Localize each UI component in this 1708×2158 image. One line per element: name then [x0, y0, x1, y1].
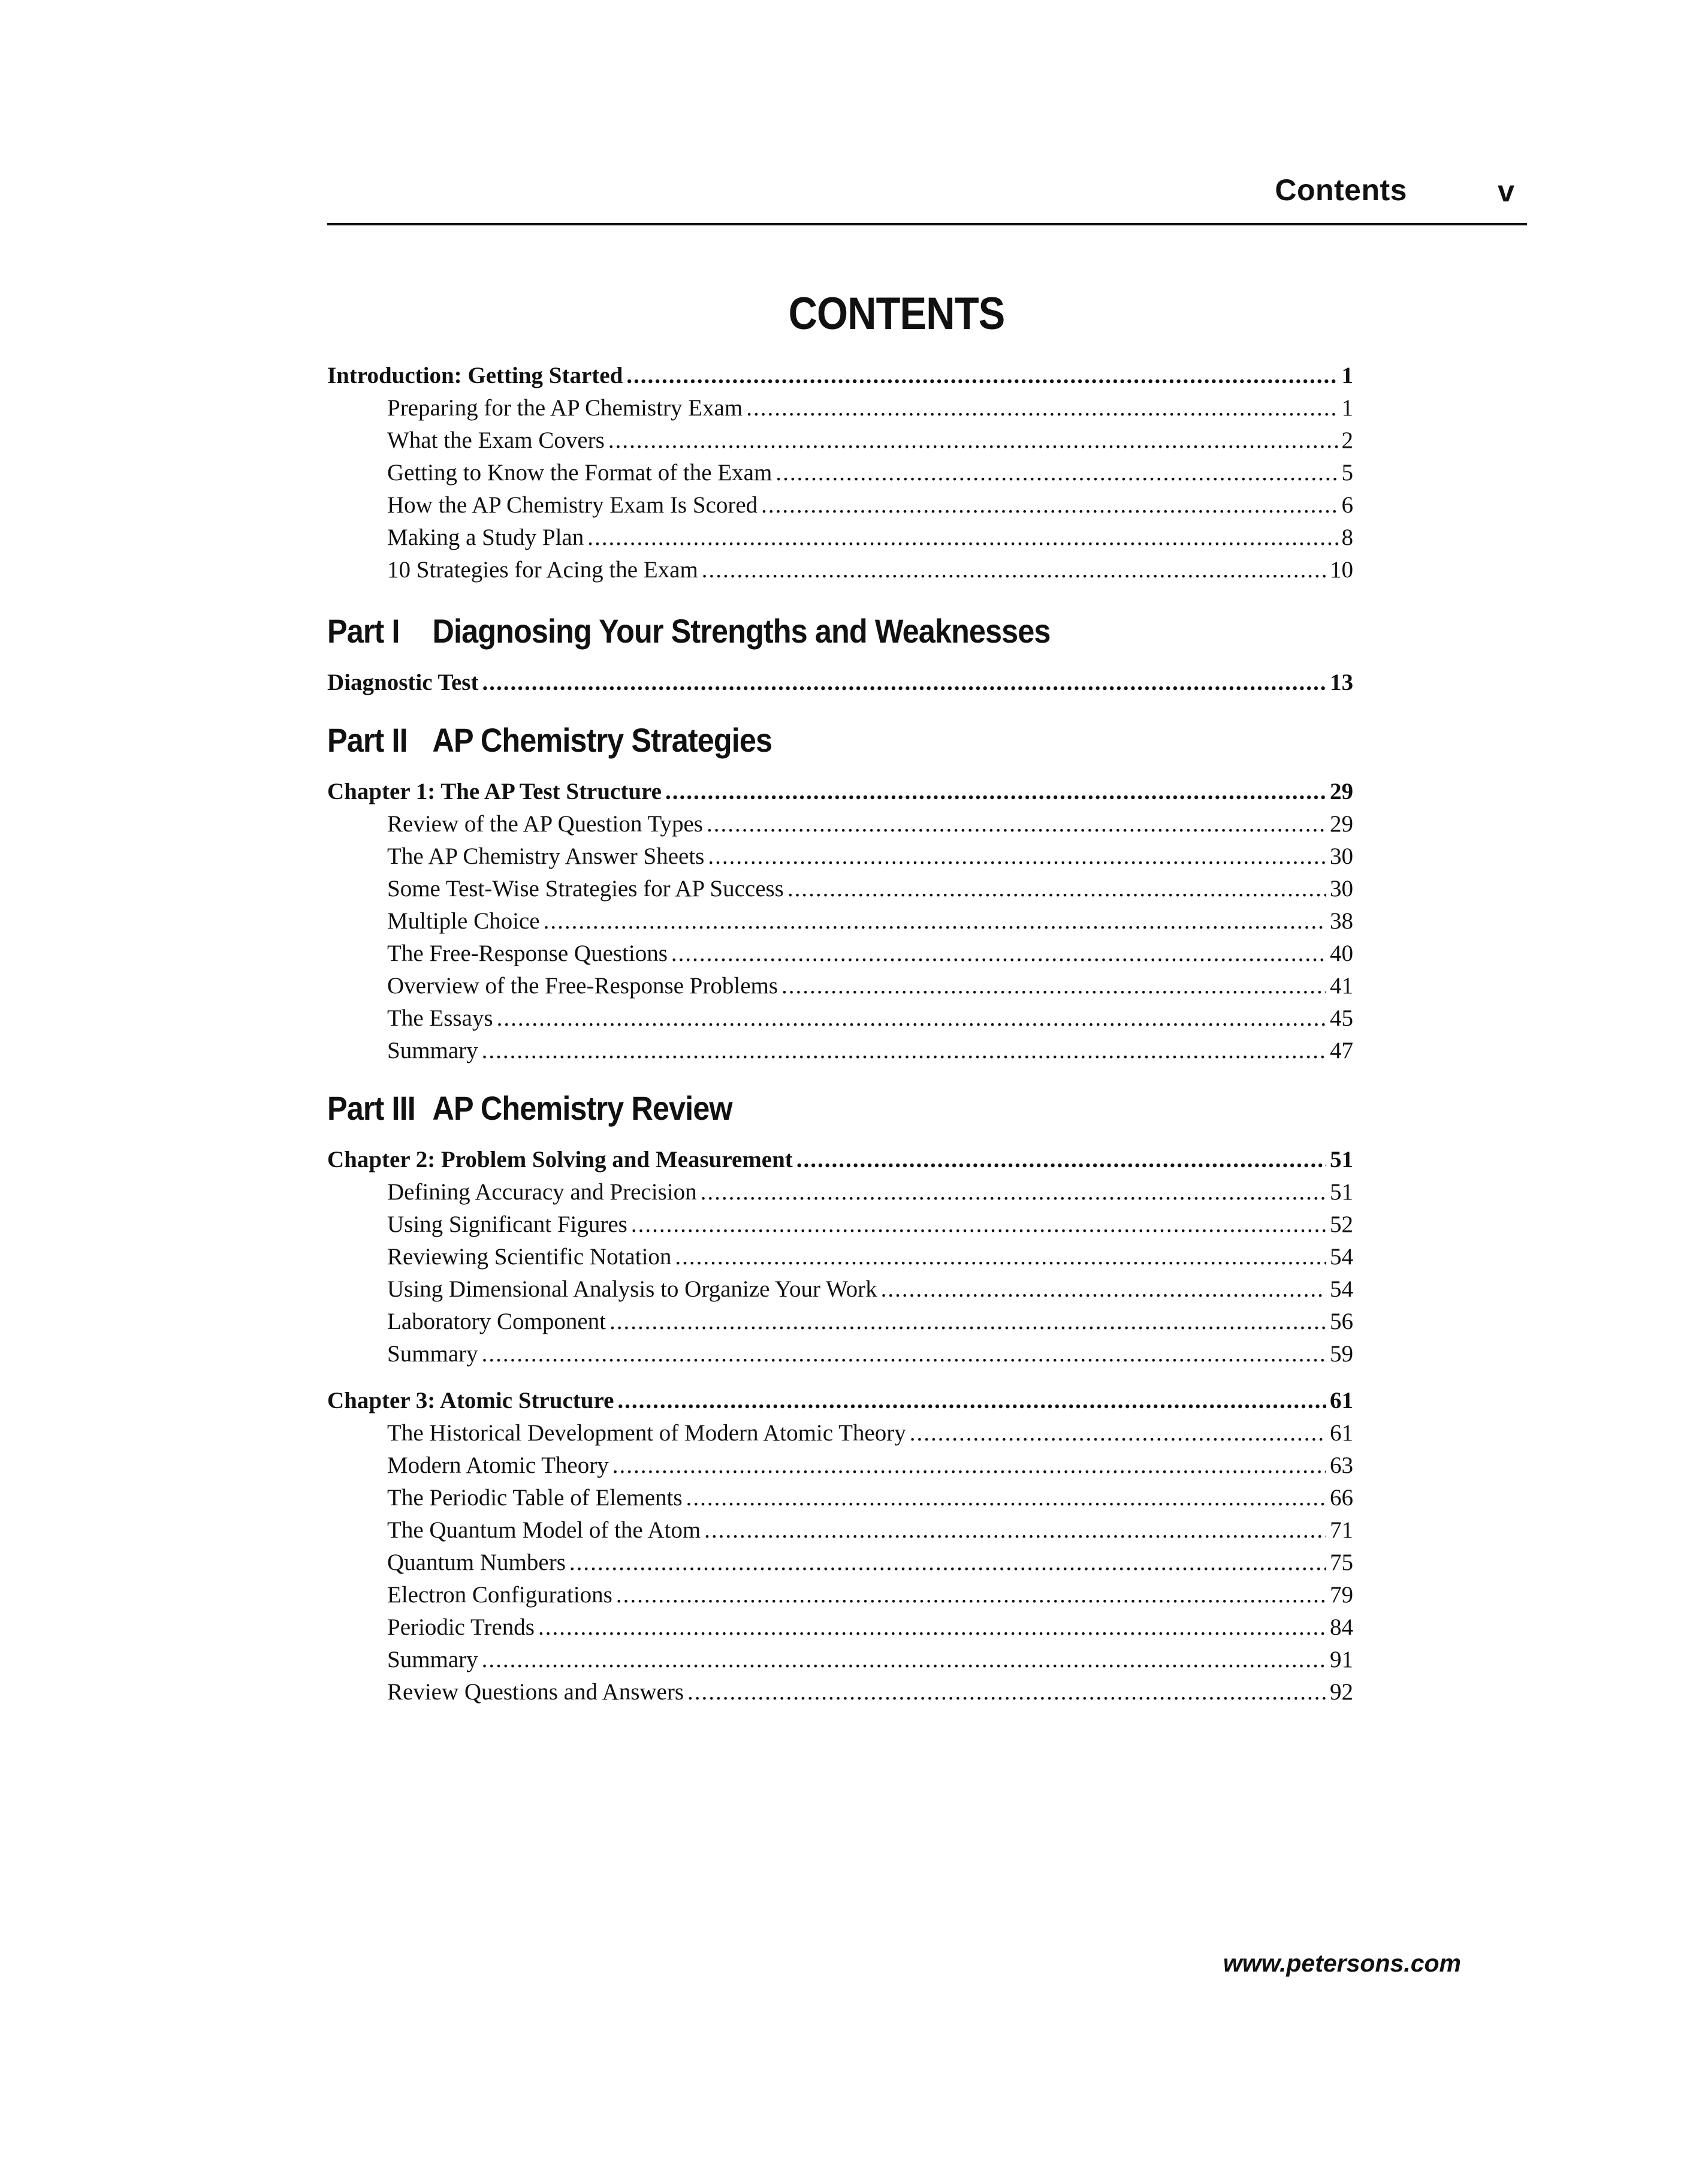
toc-subentry-label: The Free-Response Questions	[387, 941, 668, 966]
toc-subentry-label: How the AP Chemistry Exam Is Scored	[387, 492, 758, 518]
toc-subentry-label: Preparing for the AP Chemistry Exam	[387, 395, 743, 421]
toc-subentry[interactable]	[327, 1338, 1353, 1370]
dot-leader	[781, 970, 1326, 1002]
toc-subentry[interactable]	[327, 392, 1353, 424]
toc-subentry-label: The Essays	[387, 1005, 493, 1031]
toc-page-number: 54	[1330, 1244, 1353, 1270]
page-title: CONTENTS	[788, 288, 1005, 339]
toc-page-number: 51	[1330, 1179, 1353, 1205]
toc-page-number: 1	[1341, 395, 1353, 421]
toc-subentry[interactable]	[327, 970, 1353, 1002]
toc-subentry-label: Summary	[387, 1647, 478, 1672]
toc-subentry-label: Modern Atomic Theory	[387, 1452, 609, 1478]
dot-leader	[616, 1579, 1326, 1611]
dot-leader	[497, 1002, 1326, 1035]
toc-subentry-label: What the Exam Covers	[387, 427, 605, 453]
dot-leader	[881, 1273, 1326, 1306]
toc-subentry-label: Getting to Know the Format of the Exam	[387, 460, 772, 486]
toc-subentry-label: Review Questions and Answers	[387, 1679, 684, 1705]
dot-leader	[482, 1035, 1326, 1067]
toc-page-number: 10	[1330, 557, 1353, 583]
toc-subentry[interactable]	[327, 1035, 1353, 1067]
part-number: Part II	[327, 721, 408, 759]
part-title: Diagnosing Your Strengths and Weaknesses	[432, 612, 1051, 650]
toc-page-number: 29	[1330, 811, 1353, 837]
dot-leader	[702, 554, 1326, 586]
toc-subentry[interactable]	[327, 489, 1353, 522]
toc-subentry[interactable]	[327, 424, 1353, 457]
toc-subentry[interactable]	[327, 1417, 1353, 1449]
toc-page-number: 51	[1330, 1147, 1353, 1173]
toc-subentry-label: Reviewing Scientific Notation	[387, 1244, 672, 1270]
toc-subentry[interactable]	[327, 1579, 1353, 1611]
toc-page-number: 45	[1330, 1005, 1353, 1031]
dot-leader	[569, 1547, 1326, 1579]
toc-page-number: 54	[1330, 1276, 1353, 1302]
dot-leader	[787, 873, 1326, 905]
toc-subentry-label: Using Significant Figures	[387, 1211, 627, 1237]
toc-subentry-label: Summary	[387, 1341, 478, 1367]
toc-subentry-label: The AP Chemistry Answer Sheets	[387, 843, 705, 869]
toc-entry-chapter-3[interactable]	[327, 1385, 1353, 1417]
toc-entry-chapter-1[interactable]	[327, 776, 1353, 808]
dot-leader	[686, 1482, 1326, 1514]
toc-subentry-label: Making a Study Plan	[387, 525, 584, 550]
toc-subentry[interactable]	[327, 1241, 1353, 1273]
toc-subentry[interactable]	[327, 1514, 1353, 1547]
toc-page-number: 59	[1330, 1341, 1353, 1367]
toc-subentry-label: Periodic Trends	[387, 1614, 535, 1640]
dot-leader	[608, 424, 1338, 457]
toc-subentry[interactable]	[327, 1176, 1353, 1208]
toc-subentry-label: Using Dimensional Analysis to Organize Your Work	[387, 1276, 877, 1302]
toc-subentry[interactable]	[327, 1208, 1353, 1241]
toc-entry-chapter-2[interactable]	[327, 1144, 1353, 1176]
dot-leader	[910, 1417, 1326, 1449]
toc-page-number: 5	[1341, 460, 1353, 486]
toc-subentry[interactable]	[327, 1611, 1353, 1644]
toc-subentry[interactable]	[327, 1482, 1353, 1514]
toc-page-number: 2	[1341, 427, 1353, 453]
dot-leader	[482, 1338, 1326, 1370]
toc-subentry[interactable]	[327, 1676, 1353, 1708]
toc-subentry[interactable]	[327, 808, 1353, 840]
toc-page-number: 56	[1330, 1309, 1353, 1334]
toc-page-number: 30	[1330, 876, 1353, 902]
dot-leader	[626, 360, 1338, 392]
toc-page-number: 38	[1330, 908, 1353, 934]
toc-page-number: 84	[1330, 1614, 1353, 1640]
page-folio: v	[1498, 174, 1514, 208]
dot-leader	[708, 840, 1326, 873]
toc-page-number: 47	[1330, 1038, 1353, 1063]
dot-leader	[687, 1676, 1326, 1708]
toc-page-number: 1	[1341, 363, 1353, 388]
dot-leader	[671, 938, 1326, 970]
toc-subentry[interactable]	[327, 1273, 1353, 1306]
toc-subentry[interactable]	[327, 1002, 1353, 1035]
toc-subentry-label: Some Test-Wise Strategies for AP Success	[387, 876, 784, 902]
dot-leader	[704, 1514, 1326, 1547]
toc-page-number: 71	[1330, 1517, 1353, 1543]
part-heading-2	[327, 719, 1251, 761]
part-heading-3	[327, 1087, 1251, 1129]
toc-page-number: 66	[1330, 1485, 1353, 1511]
toc-entry-label: Diagnostic Test	[327, 670, 479, 695]
footer-url[interactable]: www.petersons.com	[1223, 1949, 1461, 1977]
dot-leader	[665, 776, 1326, 808]
table-of-contents	[327, 360, 1353, 1708]
toc-subentry-label: The Periodic Table of Elements	[387, 1485, 683, 1511]
toc-subentry[interactable]	[327, 1547, 1353, 1579]
toc-page-number: 13	[1330, 670, 1353, 695]
dot-leader	[775, 457, 1338, 489]
toc-subentry-label: The Quantum Model of the Atom	[387, 1517, 701, 1543]
toc-subentry[interactable]	[327, 1449, 1353, 1482]
toc-page-number: 6	[1341, 492, 1353, 518]
part-heading-1	[327, 610, 1251, 652]
part-number: Part I	[327, 612, 400, 650]
toc-entry-label: Introduction: Getting Started	[327, 363, 623, 388]
toc-page-number: 75	[1330, 1550, 1353, 1575]
toc-entry-label: Chapter 2: Problem Solving and Measurement	[327, 1147, 793, 1173]
dot-leader	[707, 808, 1326, 840]
dot-leader	[544, 905, 1326, 938]
toc-subentry-label: The Historical Development of Modern Atomic Theory	[387, 1420, 906, 1446]
dot-leader	[746, 392, 1338, 424]
toc-subentry[interactable]	[327, 457, 1353, 489]
toc-page-number: 29	[1330, 779, 1353, 804]
toc-page-number: 8	[1341, 525, 1353, 550]
toc-entry-diagnostic-test[interactable]	[327, 667, 1353, 699]
toc-subentry-label: Multiple Choice	[387, 908, 540, 934]
toc-page-number: 92	[1330, 1679, 1353, 1705]
toc-subentry-label: Laboratory Component	[387, 1309, 606, 1334]
toc-page-number: 63	[1330, 1452, 1353, 1478]
toc-page-number: 52	[1330, 1211, 1353, 1237]
dot-leader	[587, 522, 1338, 554]
toc-subentry-label: Overview of the Free-Response Problems	[387, 973, 778, 999]
toc-subentry[interactable]	[327, 905, 1353, 938]
toc-subentry-label: Review of the AP Question Types	[387, 811, 703, 837]
toc-page-number: 61	[1330, 1388, 1353, 1413]
toc-subentry[interactable]	[327, 873, 1353, 905]
dot-leader	[796, 1144, 1326, 1176]
part-title: AP Chemistry Strategies	[432, 721, 772, 759]
dot-leader	[617, 1385, 1326, 1417]
dot-leader	[538, 1611, 1326, 1644]
toc-subentry-label: 10 Strategies for Acing the Exam	[387, 557, 698, 583]
toc-subentry[interactable]	[327, 522, 1353, 554]
toc-subentry[interactable]	[327, 1644, 1353, 1676]
toc-subentry[interactable]	[327, 1306, 1353, 1338]
toc-entry-introduction[interactable]	[327, 360, 1353, 392]
running-header	[327, 167, 1527, 225]
toc-page-number: 91	[1330, 1647, 1353, 1672]
part-number: Part III	[327, 1089, 415, 1127]
toc-page-number: 30	[1330, 843, 1353, 869]
toc-subentry-label: Defining Accuracy and Precision	[387, 1179, 697, 1205]
toc-entry-label: Chapter 1: The AP Test Structure	[327, 779, 662, 804]
dot-leader	[631, 1208, 1326, 1241]
part-title: AP Chemistry Review	[432, 1089, 732, 1127]
toc-subentry-label: Summary	[387, 1038, 478, 1063]
toc-subentry[interactable]	[327, 938, 1353, 970]
dot-leader	[761, 489, 1338, 522]
toc-page-number: 40	[1330, 941, 1353, 966]
toc-subentry-label: Electron Configurations	[387, 1582, 612, 1608]
dot-leader	[612, 1449, 1326, 1482]
toc-entry-label: Chapter 3: Atomic Structure	[327, 1388, 614, 1413]
dot-leader	[482, 1644, 1326, 1676]
toc-subentry[interactable]	[327, 554, 1353, 586]
toc-subentry[interactable]	[327, 840, 1353, 873]
toc-subentry-label: Quantum Numbers	[387, 1550, 566, 1575]
running-title: Contents	[1275, 173, 1407, 207]
toc-page-number: 41	[1330, 973, 1353, 999]
dot-leader	[675, 1241, 1326, 1273]
dot-leader	[701, 1176, 1326, 1208]
toc-page-number: 79	[1330, 1582, 1353, 1608]
toc-page-number: 61	[1330, 1420, 1353, 1446]
dot-leader	[482, 667, 1326, 699]
dot-leader	[609, 1306, 1326, 1338]
